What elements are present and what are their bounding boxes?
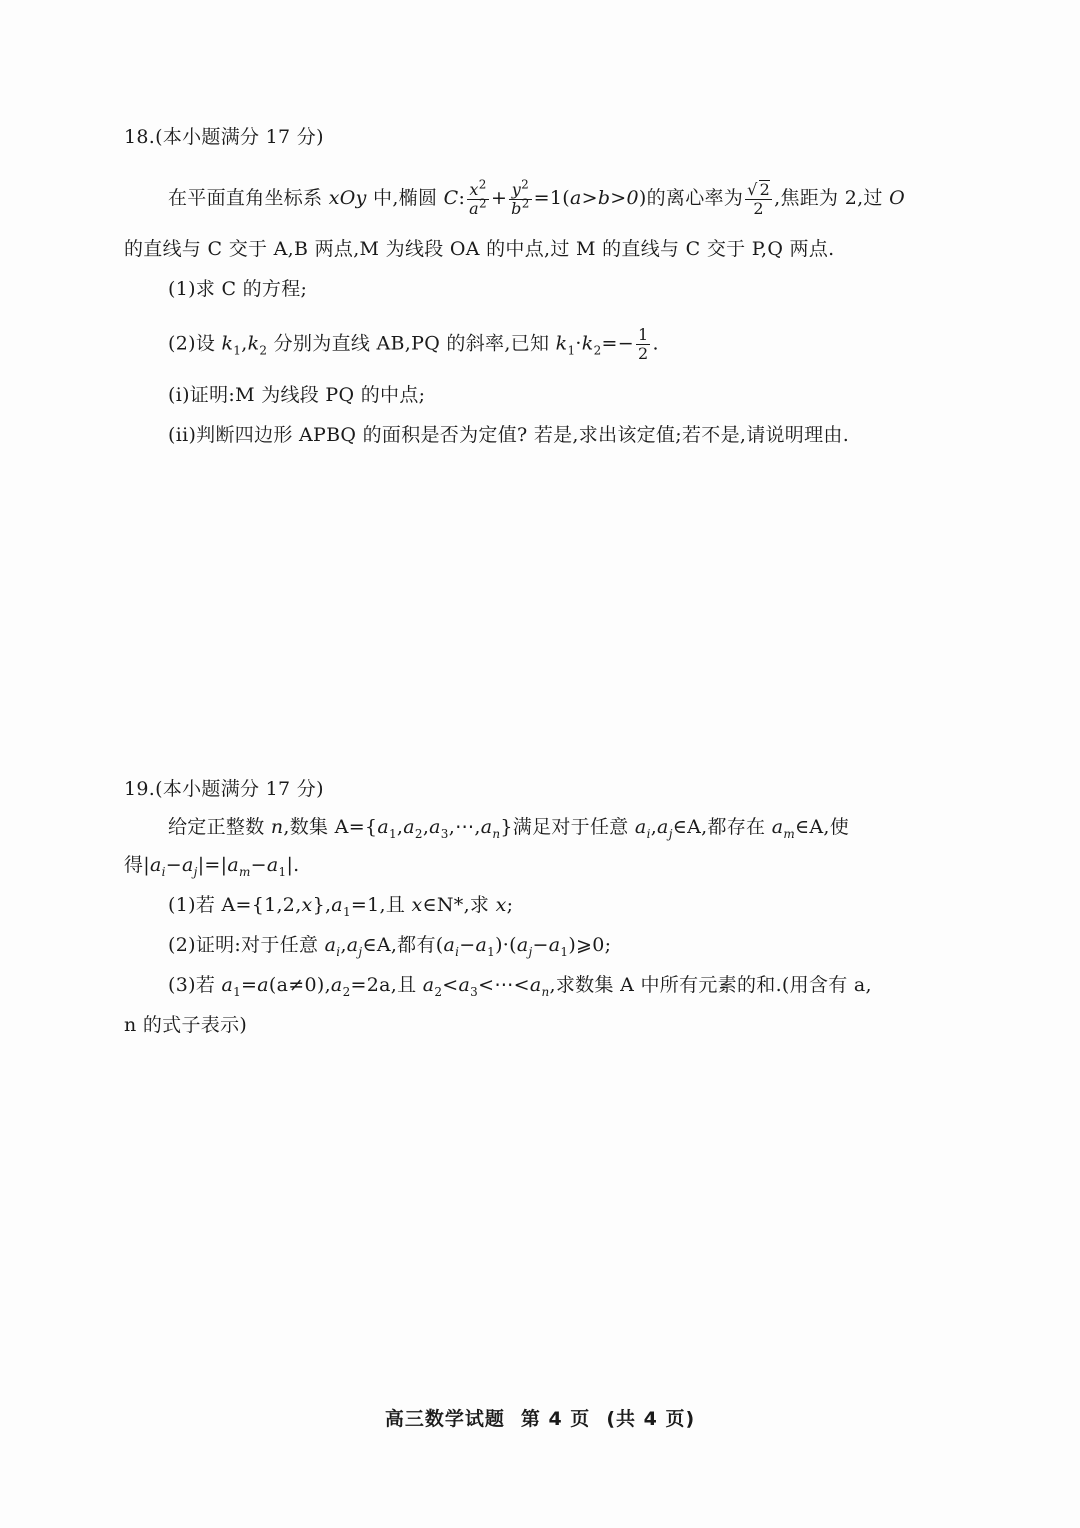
q19-statement-line1: 给定正整数 n,数集 $A=\{a_1,a_2,a_3,\cdots,a_n\}$满足对于任意 $a_i,a_j\in A$,都存在 $a_m\in A$,使 [168,816,850,841]
fraction-y2-b2: $\frac{y^2}{b^2}$ [511,177,530,218]
q18-part2-ii: (ii)判断四边形 APBQ 的面积是否为定值? 若是,求出该定值;若不是,请说明理由. [168,424,850,446]
q19-heading: 19.(本小题满分 17 分) [124,778,324,800]
q19-part3-line2: n 的式子表示) [124,1014,248,1036]
q18-statement-line1: 在平面直角坐标系 xOy 中,椭圆 C: $\frac{x^2}{a^2}$ + $\frac{y^2}{b^2}$ =1(a>b>0)的离心率为 $\frac{√ 2}{2}$ ,焦距为 2,过 O [168,177,905,218]
q19-part3: (3)若 $a_1=a(a\ne 0),a_2=2a$,且 $a_2<a_3<\cdots<a_n$,求数集 A 中所有元素的和.(用含有 a, [168,974,872,999]
footer-title: 高三数学试题 [384,1408,505,1430]
q18-part1: (1)求 C 的方程; [168,278,308,300]
q18-part2: (2)设 $k_1,k_2$ 分别为直线 AB,PQ 的斜率,已知 $k_1\cdot k_2=-$ $\frac{1}{2}$ . [168,325,659,363]
footer-page-number: 第 4 页 [520,1408,591,1430]
page-footer [0,1404,1080,1431]
fraction-sqrt2-over-2: $\frac{√ 2}{2}$ [747,180,771,218]
q19-statement-line2: 得$|a_i-a_j|=|a_m-a_1|$. [124,854,300,879]
fraction-x2-a2: $\frac{x^2}{a^2}$ [469,177,487,218]
fraction-one-half: $\frac{1}{2}$ [637,325,649,363]
q18-heading: 18.(本小题满分 17 分) [124,126,324,148]
footer-page-total: (共 4 页) [606,1408,696,1430]
q18-statement-line2: 的直线与 C 交于 A,B 两点,M 为线段 OA 的中点,过 M 的直线与 C 交于 P,Q 两点. [124,238,835,260]
q19-part2: (2)证明:对于任意 $a_i,a_j\in A$,都有$(a_i-a_1)\cdot(a_j-a_1)⩾0$; [168,934,612,959]
q19-part1: (1)若 $A=\{1,2,x\},a_1=1$,且 x∈N*,求 x; [168,894,514,919]
q18-part2-i: (i)证明:M 为线段 PQ 的中点; [168,384,426,406]
